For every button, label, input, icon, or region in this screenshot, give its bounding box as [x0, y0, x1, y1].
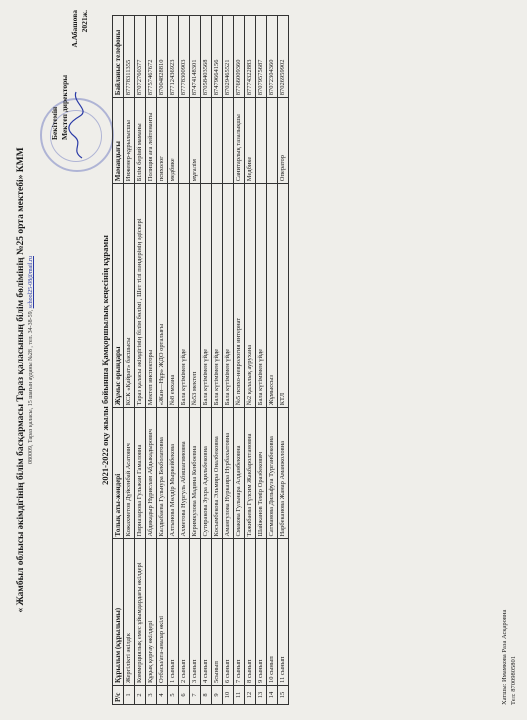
approval-line1: Бекітемін	[50, 106, 59, 140]
row-structure: 8 сынып	[245, 539, 256, 686]
row-number: 2	[135, 686, 146, 705]
row-structure: 4 сынып	[201, 539, 212, 686]
row-name: Косымбекова Эльмира Оналбековна	[212, 408, 223, 539]
row-specialty: медбике	[168, 98, 179, 184]
row-phone: 87029465521	[223, 16, 234, 98]
row-workplace: №53 мектеп	[190, 184, 201, 408]
address-text: 080009, Тараз қаласы, 15 шағын ауданы №28 , тел. 34-38-59	[28, 311, 34, 464]
row-number: 3	[146, 686, 157, 705]
table-row	[278, 16, 289, 705]
row-phone: 87778311355	[124, 16, 135, 98]
row-phone: 87757467672	[146, 16, 157, 98]
row-phone: 87712436923	[168, 16, 179, 98]
table-row	[212, 16, 223, 705]
row-number: 9	[212, 686, 223, 705]
row-structure: Отбасы/ата-аналар өкілі	[157, 539, 168, 686]
row-name: Сатманова Дильфуза Турганбековна	[267, 408, 278, 539]
row-name: Кожахметов Дүйсенбай Асатович	[124, 408, 135, 539]
row-number: 12	[245, 686, 256, 705]
row-specialty: Санитарлық тазалықшы	[234, 98, 245, 184]
row-structure: Коммерциялық емес ұйымдардағы өкілдері	[135, 539, 146, 686]
row-phone: 87774322883	[245, 16, 256, 98]
footer	[500, 610, 518, 705]
row-name: Шайжанов Темір Оразбекович	[256, 408, 267, 539]
row-specialty: психолог	[157, 98, 168, 184]
row-phone: 87778300903	[179, 16, 190, 98]
header-workplace: Жұмыс орындары	[113, 184, 124, 408]
approval-block	[50, 10, 90, 140]
row-workplace: Бала күтімімен үйде	[256, 184, 267, 408]
row-name: Калдыбаева Гульнура Бекболатовна	[157, 408, 168, 539]
row-phone: 87072304360	[267, 16, 278, 98]
approval-line2: Мектеп директоры	[60, 74, 69, 140]
table-header-row	[113, 16, 124, 705]
row-phone: 87474148301	[190, 16, 201, 98]
table-row	[190, 16, 201, 705]
row-structure: 3 сынып	[190, 539, 201, 686]
school-header: « Жамбыл облысы әкімдігінің білім басқармасы Тараз қаласының білім бөлімінің №25 орта мектебі» КММ	[16, 147, 26, 613]
executor-phone: Тел: 87009805801	[510, 655, 517, 705]
row-workplace: №8 емхана	[168, 184, 179, 408]
row-number: 8	[201, 686, 212, 705]
row-name: Алтынова Мөлдір Мыркейбекова	[168, 408, 179, 539]
row-specialty: Инженер-құрылысшы	[124, 98, 135, 184]
row-specialty: Медбике	[245, 98, 256, 184]
row-specialty	[201, 98, 212, 184]
row-structure: Жергілікті әкілдік	[124, 539, 135, 686]
table-row	[157, 16, 168, 705]
row-phone: 87079575687	[256, 16, 267, 98]
table-row	[223, 16, 234, 705]
row-phone: 87072760377	[135, 16, 146, 98]
row-specialty	[212, 98, 223, 184]
row-structure: 7 сынып	[234, 539, 245, 686]
document-title: 2021-2022 оқу жылы бойынша Қамқоршылық кеңесінің құрамы	[100, 235, 110, 485]
row-structure: 10 сынып	[267, 539, 278, 686]
table-row	[201, 16, 212, 705]
row-name: Абдикадыр Нұрислам Абдыкадырович	[146, 408, 157, 539]
row-structure: 2 сынып	[179, 539, 190, 686]
row-workplace: Бала күтімімен үйде	[223, 184, 234, 408]
row-number: 14	[267, 686, 278, 705]
row-workplace: Тараз қаласы әкімдігінің білім бөлімі , Шет тілі пәндерінің әдіскері	[135, 184, 146, 408]
row-workplace: Бала күтімімен үйде	[201, 184, 212, 408]
table-row	[168, 16, 179, 705]
table-row	[124, 16, 135, 705]
row-name: Ахметова Нургуль Абишагимовна	[179, 408, 190, 539]
table-row	[256, 16, 267, 705]
row-workplace: №5 психо-неврология интернат	[234, 184, 245, 408]
row-number: 6	[179, 686, 190, 705]
header-number: Р/с	[113, 686, 124, 705]
row-number: 13	[256, 686, 267, 705]
row-workplace: КСК «Қайрат» басшысы	[124, 184, 135, 408]
row-phone: 87058403568	[201, 16, 212, 98]
table-row	[245, 16, 256, 705]
row-specialty	[256, 98, 267, 184]
table-row	[179, 16, 190, 705]
row-phone: 87026959902	[278, 16, 289, 98]
row-structure: Құқық қорғау өкілдері	[146, 539, 157, 686]
row-workplace: «Жан—Нұр» ЖДО орталығы	[157, 184, 168, 408]
approval-name: А.Абашова	[70, 10, 79, 48]
executor-name: Хатшы: Имамкова Раза Асқаровна	[501, 609, 508, 705]
row-specialty	[223, 98, 234, 184]
row-workplace: Бала күтімімен үйде	[179, 184, 190, 408]
row-structure: 9 сынып	[256, 539, 267, 686]
header-name: Толық аты-жөндері	[113, 408, 124, 539]
row-number: 10	[223, 686, 234, 705]
row-workplace: Бала күтімімен үйде	[212, 184, 223, 408]
row-name: Смакова Гульнара Алданбековна	[234, 408, 245, 539]
row-name: Нарбеканова Жанар Аманжоловна	[278, 408, 289, 539]
row-workplace: Жұмыссыз	[267, 184, 278, 408]
row-specialty	[179, 98, 190, 184]
row-name: Пирназарова Гульжан Гамаловна	[135, 408, 146, 539]
header-structure: Құрылым (құрылымы)	[113, 539, 124, 686]
row-specialty: Білім беріий маманы	[135, 98, 146, 184]
row-phone: 87479664156	[212, 16, 223, 98]
row-workplace: Мектеп инспекторы	[146, 184, 157, 408]
row-number: 15	[278, 686, 289, 705]
row-structure: 11 сынып	[278, 539, 289, 686]
row-name: Амангулова Нуркаира Нурбахытовна	[223, 408, 234, 539]
row-phone: 87004828810	[157, 16, 168, 98]
row-name: Сутиракова Зухра Адильбековна	[201, 408, 212, 539]
row-workplace: №2 қалалық аурухана	[245, 184, 256, 408]
row-number: 5	[168, 686, 179, 705]
header-specialty: Мамандығы	[113, 98, 124, 184]
row-number: 7	[190, 686, 201, 705]
table-row	[146, 16, 157, 705]
council-table	[112, 15, 289, 705]
row-structure: 1 сынып	[168, 539, 179, 686]
row-workplace: КТЛ	[278, 184, 289, 408]
row-structure: 5сынып	[212, 539, 223, 686]
row-name: Керимкулова Мадина Кенбоевна	[190, 408, 201, 539]
row-specialty: Полиция аға лейтенанты	[146, 98, 157, 184]
row-number: 11	[234, 686, 245, 705]
table-row	[135, 16, 146, 705]
row-specialty: мұғалім	[190, 98, 201, 184]
row-number: 4	[157, 686, 168, 705]
row-specialty	[267, 98, 278, 184]
header-phone: Байланыс телефоны	[113, 16, 124, 98]
row-specialty: Оператор	[278, 98, 289, 184]
email-link[interactable]: school25-08@mail.ru	[28, 256, 34, 309]
school-address: 080009, Тараз қаласы, 15 шағын ауданы №28 , тел. 34-38-59, school25-08@mail.ru	[28, 256, 34, 464]
row-number: 1	[124, 686, 135, 705]
table-row	[267, 16, 278, 705]
approval-year: 2021ж.	[80, 10, 89, 33]
table-row	[234, 16, 245, 705]
row-structure: 6 сынып	[223, 539, 234, 686]
row-name: Тажибаева Гүлсим Жакбаролтановна	[245, 408, 256, 539]
row-phone: 87766009360	[234, 16, 245, 98]
